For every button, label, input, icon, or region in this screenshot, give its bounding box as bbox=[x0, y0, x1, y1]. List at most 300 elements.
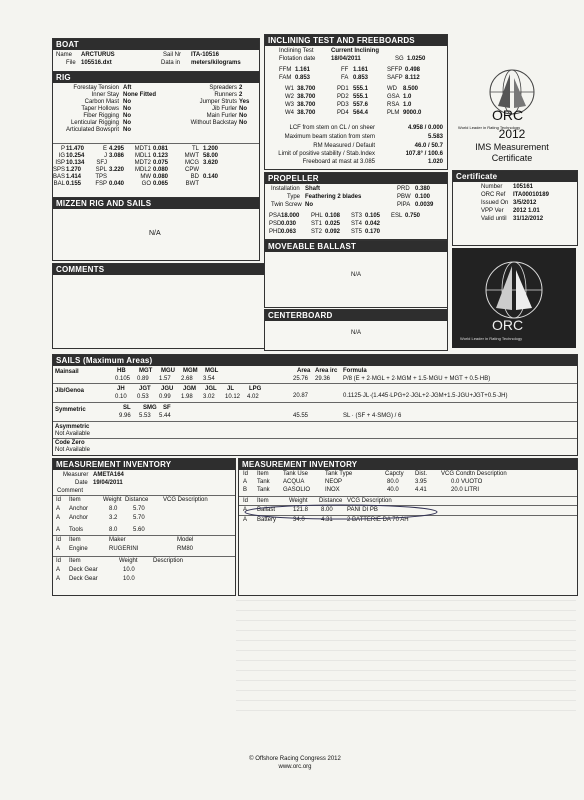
meas-left-col3: Description bbox=[153, 558, 184, 564]
rig-left-label: Articulated Bowsprit bbox=[65, 127, 119, 133]
prop-dim-label: ST5 bbox=[351, 229, 363, 235]
meas-left-dist: 5.70 bbox=[133, 515, 145, 521]
incl-value: 564.4 bbox=[353, 110, 369, 116]
meas-right-col2: Distance bbox=[319, 498, 343, 504]
prop-dim-value: 0.042 bbox=[365, 221, 381, 227]
meas-right-col: VCG Condtn Description bbox=[441, 471, 507, 477]
rig-dim-label: J bbox=[104, 153, 107, 159]
freeboard-label: Freeboard at mast at 3.085 bbox=[302, 159, 375, 165]
rig-left-value: No bbox=[123, 120, 131, 126]
prop-dim-label: ST1 bbox=[311, 221, 323, 227]
meas-right-item-cell: Ballast bbox=[257, 507, 276, 513]
rig-dim-label: SPS bbox=[53, 167, 66, 173]
jib-col-label: JGT bbox=[139, 386, 151, 392]
rig-dim-label: IG bbox=[58, 153, 65, 159]
ballast-highlight-oval bbox=[241, 503, 441, 523]
prop-value: 0.0039 bbox=[415, 202, 434, 208]
cert-vpp-label: VPP Ver bbox=[481, 208, 504, 214]
rig-dim-value: 10.134 bbox=[66, 160, 85, 166]
footer-copyright: © Offshore Racing Congress 2012 bbox=[249, 756, 341, 762]
meas-left-col3: Item bbox=[69, 558, 81, 564]
meas-left-id: A bbox=[56, 576, 61, 582]
boat-name: ARCTURUS bbox=[81, 52, 115, 58]
file-value: 105516.dxt bbox=[81, 60, 112, 66]
prop-dim-value: 0.092 bbox=[325, 229, 341, 235]
certificate-info bbox=[452, 170, 578, 246]
rig-left-value: No bbox=[123, 99, 131, 105]
data-in-label: Data in bbox=[161, 60, 181, 66]
meas-left-col: Weight bbox=[103, 497, 122, 503]
rig-dim-value: 0.155 bbox=[66, 181, 82, 187]
rig-left-label: Taper Hollows bbox=[81, 106, 119, 112]
meas-right-col: Tank Type bbox=[325, 471, 353, 477]
rig-dim-label: MDL2 bbox=[134, 167, 151, 173]
installation-label: Installation bbox=[271, 186, 300, 192]
rig-dim-value: 4.295 bbox=[109, 146, 125, 152]
rig-dim-value: 11.470 bbox=[66, 146, 85, 152]
meas-left-item: Engine bbox=[69, 546, 88, 552]
sym-col-label: SF bbox=[163, 405, 171, 411]
jib-label: Jib/Genoa bbox=[55, 388, 85, 394]
sym-col-value: 5.53 bbox=[139, 413, 151, 419]
meas-right-item-cell: 4.31 bbox=[321, 517, 333, 523]
meas-left-col2: Item bbox=[69, 537, 81, 543]
rig-right-value: No bbox=[239, 106, 247, 112]
meas-right-item-cell: PANI DI PB bbox=[347, 507, 378, 513]
code-zero-value: Not Available bbox=[55, 447, 90, 453]
rig-dim-value: 0.123 bbox=[153, 153, 169, 159]
prop-dim-label: ESL bbox=[391, 213, 403, 219]
meas-right-item-cell: A bbox=[243, 507, 248, 513]
meas-left-col3: Weight bbox=[119, 558, 138, 564]
prop-dim-label: PSA bbox=[269, 213, 282, 219]
rig-right-value: 2 bbox=[239, 85, 243, 91]
mizzen-value: N/A bbox=[149, 230, 161, 237]
cert-valid: 31/12/2012 bbox=[513, 216, 544, 222]
meas-left-dist: 5.70 bbox=[133, 506, 145, 512]
mainsail-col-value: 1.57 bbox=[159, 376, 171, 382]
incl-value: 0.853 bbox=[295, 75, 311, 81]
incl-label: FA bbox=[341, 75, 349, 81]
certificate-title-2: Certificate bbox=[491, 153, 533, 163]
rig-left-label: Fiber Rigging bbox=[83, 113, 119, 119]
jib-col-label: JGM bbox=[183, 386, 197, 392]
rig-dim-value: 10.254 bbox=[66, 153, 85, 159]
meas-left-dist: 5.60 bbox=[133, 527, 145, 533]
incl-label: W3 bbox=[285, 102, 294, 108]
sym-col-value: 5.44 bbox=[159, 413, 171, 419]
measurer-value: AMETA164 bbox=[93, 472, 124, 478]
incl-label: RSA bbox=[387, 102, 400, 108]
meas-right-tank-cell: NEOP bbox=[325, 479, 343, 485]
prop-dim-label: ST3 bbox=[351, 213, 363, 219]
meas-left-divider bbox=[53, 556, 235, 557]
certificate-header: Certificate bbox=[453, 171, 577, 182]
mizzen-header: MIZZEN RIG AND SAILS bbox=[53, 198, 259, 209]
lcf-label: LCF from stem on CL / on sheer bbox=[289, 125, 375, 131]
incl-value: 557.6 bbox=[353, 102, 369, 108]
meas-left-col: VCG Description bbox=[163, 497, 208, 503]
rig-section bbox=[52, 71, 260, 199]
jib-col-value: 1.98 bbox=[181, 394, 193, 400]
prop-dim-value: 0.750 bbox=[405, 213, 421, 219]
prop-dim-value: 18.000 bbox=[281, 213, 300, 219]
rig-dim-label: BAL bbox=[53, 181, 65, 187]
meas-right-tank-cell: 20.0 LITRI bbox=[451, 487, 480, 493]
sym-col-label: SL bbox=[123, 405, 131, 411]
incl-value: 38.700 bbox=[297, 110, 316, 116]
jib-col-value: 10.12 bbox=[225, 394, 241, 400]
rig-dim-label: SPL bbox=[95, 167, 107, 173]
rig-right-label: Spreaders bbox=[209, 85, 237, 91]
meas-right-col2: Id bbox=[243, 498, 249, 504]
rig-left-value: None Fitted bbox=[123, 92, 156, 98]
incl-label: FAM bbox=[279, 75, 292, 81]
jib-col-value: 0.99 bbox=[159, 394, 171, 400]
inclining-header: INCLINING TEST AND FREEBOARDS bbox=[265, 35, 447, 46]
jib-col-value: 0.10 bbox=[115, 394, 127, 400]
incl-value: 38.700 bbox=[297, 86, 316, 92]
incl-value: 0.853 bbox=[353, 75, 369, 81]
sail-nr: ITA-10516 bbox=[191, 52, 219, 58]
meas-left-model: RM80 bbox=[177, 546, 194, 552]
meas-date: 19/04/2011 bbox=[93, 480, 123, 486]
inclining-section bbox=[264, 34, 448, 170]
centerboard-section bbox=[264, 309, 448, 351]
sg-label: SG bbox=[395, 56, 404, 62]
rig-dim-value: 1.270 bbox=[66, 167, 82, 173]
page-blank-area bbox=[236, 600, 576, 720]
mainsail-col-label: HB bbox=[117, 368, 126, 374]
rig-dim-label: TL bbox=[191, 146, 199, 152]
orc-large-tagline: World Leader in Rating Technology bbox=[460, 336, 523, 341]
inclining-test: Current Inclining bbox=[331, 48, 379, 54]
sym-area: 45.55 bbox=[293, 413, 309, 419]
incl-value: 1.0 bbox=[403, 102, 412, 108]
meas-date-label: Date bbox=[75, 480, 88, 486]
prop-label: PIPA bbox=[397, 202, 411, 208]
incl-value: 555.1 bbox=[353, 94, 369, 100]
footer-url: www.orc.org bbox=[278, 764, 312, 770]
jib-col-label: JH bbox=[117, 386, 125, 392]
rig-dim-value: 3.220 bbox=[109, 167, 125, 173]
file-label: File bbox=[66, 60, 76, 66]
incl-label: PD1 bbox=[337, 86, 349, 92]
meas-left-col3: Id bbox=[56, 558, 62, 564]
mainsail-area: 25.76 bbox=[293, 376, 309, 382]
prop-dim-label: ST4 bbox=[351, 221, 363, 227]
asymmetric-label: Asymmetric bbox=[55, 424, 90, 430]
meas-left-weight: 3.2 bbox=[109, 515, 118, 521]
sail-nr-label: Sail Nr bbox=[163, 52, 182, 58]
meas-right-tank-cell: INOX bbox=[325, 487, 340, 493]
flotation-date: 18/04/2011 bbox=[331, 56, 361, 62]
rig-right-label: Jumper Struts bbox=[199, 99, 237, 105]
prop-dim-value: 0.108 bbox=[325, 213, 341, 219]
rig-dim-label: ISP bbox=[55, 160, 65, 166]
meas-left-maker: RUGERINI bbox=[109, 546, 139, 552]
meas-left-col2: Id bbox=[56, 537, 62, 543]
meas-right-col2: VCG Description bbox=[347, 498, 392, 504]
rig-header: RIG bbox=[53, 72, 259, 83]
beam-label: Maximum beam station from stem bbox=[284, 134, 375, 140]
incl-label: W1 bbox=[285, 86, 294, 92]
prop-dim-label: PSD bbox=[269, 221, 282, 227]
rig-right-value: No bbox=[239, 120, 247, 126]
measurement-inventory-left bbox=[52, 458, 236, 596]
orc-logo-text: ORC bbox=[492, 107, 524, 123]
lps-label: Limit of positive stability / Stab.Index bbox=[278, 151, 375, 157]
meas-right-tank-cell: Tank bbox=[257, 487, 270, 493]
prop-label: PBW bbox=[397, 194, 411, 200]
rig-dim-label: FSP bbox=[95, 181, 107, 187]
rig-right-value: No bbox=[239, 113, 247, 119]
orc-sail-globe-icon bbox=[452, 248, 576, 348]
meas-right-col: Capcty bbox=[385, 471, 404, 477]
meas-right-tank-cell: B bbox=[243, 487, 248, 493]
sails-row-divider bbox=[53, 421, 577, 422]
prop-value: 0.380 bbox=[415, 186, 431, 192]
cert-number-label: Number bbox=[481, 184, 503, 190]
cert-issued: 3/5/2012 bbox=[513, 200, 537, 206]
prop-dim-value: 0.030 bbox=[281, 221, 297, 227]
rig-dim-value: 0.075 bbox=[153, 160, 169, 166]
meas-left-id: A bbox=[56, 546, 61, 552]
rm-value: 46.0 / 50.7 bbox=[414, 143, 443, 149]
meas-left-item: Anchor bbox=[69, 515, 89, 521]
rig-left-value: No bbox=[123, 113, 131, 119]
incl-label: SAFP bbox=[387, 75, 403, 81]
rig-right-label: Runners bbox=[214, 92, 237, 98]
lcf-value: 4.958 / 0.000 bbox=[407, 125, 443, 131]
mainsail-col-label: MGU bbox=[161, 368, 175, 374]
meas-left-id: A bbox=[56, 527, 61, 533]
prop-value: 0.100 bbox=[415, 194, 431, 200]
rig-dim-value: 58.00 bbox=[203, 153, 219, 159]
twin-screw-label: Twin Screw bbox=[271, 202, 302, 208]
meas-right-col: Item bbox=[257, 471, 269, 477]
moveable-ballast-section bbox=[264, 240, 448, 308]
meas-right-tank-cell: ACQUA bbox=[283, 479, 305, 485]
incl-label: GSA bbox=[387, 94, 400, 100]
meas-right-tank-cell: 3.95 bbox=[415, 479, 427, 485]
incl-label: W4 bbox=[285, 110, 294, 116]
mainsail-col-label: MGM bbox=[183, 368, 198, 374]
meas-left-item: Deck Gear bbox=[69, 567, 98, 573]
rig-dim-value: 0.040 bbox=[109, 181, 125, 187]
rig-dim-label: BAS bbox=[53, 174, 66, 180]
rig-left-label: Lenticular Rigging bbox=[70, 120, 119, 126]
incl-label: PD4 bbox=[337, 110, 349, 116]
jib-formula: 0.1125·JL·(1.445·LPG+2·JGL+2·JGM+1.5·JGU+JGT+0.5·JH) bbox=[343, 393, 508, 399]
measurer-label: Measurer bbox=[63, 472, 89, 478]
meas-right-item-cell: 8.00 bbox=[321, 507, 333, 513]
prop-dim-value: 0.105 bbox=[365, 213, 381, 219]
rig-left-label: Carbon Mast bbox=[84, 99, 119, 105]
meas-right-tank-cell: GASOLIO bbox=[283, 487, 311, 493]
mainsail-col-value: 3.54 bbox=[203, 376, 215, 382]
incl-label: WD bbox=[387, 86, 397, 92]
area-irc-label: Area irc bbox=[315, 368, 338, 374]
area-label: Area bbox=[297, 368, 311, 374]
meas-right-tank-cell: 4.41 bbox=[415, 487, 427, 493]
meas-right-col2: Weight bbox=[289, 498, 308, 504]
rig-dim-value: 3.620 bbox=[203, 160, 219, 166]
mainsail-col-value: 0.89 bbox=[137, 376, 149, 382]
asymmetric-value: Not Available bbox=[55, 431, 90, 437]
certificate-year: 2012 bbox=[498, 127, 526, 141]
meas-left-col: Item bbox=[69, 497, 81, 503]
jib-col-value: 4.02 bbox=[247, 394, 259, 400]
rig-left-value: No bbox=[123, 127, 131, 133]
meas-right-item-cell: A bbox=[243, 517, 248, 523]
incl-value: 38.700 bbox=[297, 102, 316, 108]
jib-col-label: LPG bbox=[249, 386, 262, 392]
rig-left-label: Inner Stay bbox=[91, 92, 119, 98]
sym-col-value: 9.96 bbox=[119, 413, 131, 419]
mainsail-col-value: 0.105 bbox=[115, 376, 131, 382]
meas-right-tank-cell: A bbox=[243, 479, 248, 485]
meas-right-tank-cell: 80.0 bbox=[387, 479, 399, 485]
symmetric-label: Symmetric bbox=[55, 407, 86, 413]
twin-screw-value: No bbox=[305, 202, 313, 208]
meas-right-col: Id bbox=[243, 471, 249, 477]
mainsail-label: Mainsail bbox=[55, 369, 79, 375]
jib-col-label: JGL bbox=[205, 386, 217, 392]
measurement-inventory-right bbox=[238, 458, 578, 596]
meas-right-col: Dist. bbox=[415, 471, 427, 477]
meas-left-col2: Maker bbox=[109, 537, 126, 543]
meas-right-item-cell: 34.0 bbox=[293, 517, 305, 523]
centerboard-value: N/A bbox=[351, 330, 362, 336]
sg-value: 1.0250 bbox=[407, 56, 426, 62]
meas-right-divider bbox=[239, 496, 577, 497]
inclining-test-label: Inclining Test bbox=[279, 48, 314, 54]
incl-value: 38.700 bbox=[297, 94, 316, 100]
rig-dim-value: 0.080 bbox=[153, 174, 169, 180]
incl-value: 9000.0 bbox=[403, 110, 422, 116]
rig-dim-label: MDT1 bbox=[134, 146, 151, 152]
cert-ref: ITA00010189 bbox=[513, 192, 549, 198]
code-zero-label: Code Zero bbox=[55, 440, 85, 446]
meas-right-item-cell: 2 BATTERIE DA 70 AH bbox=[347, 517, 409, 523]
sails-row-divider bbox=[53, 402, 577, 403]
rig-dim-label: SFJ bbox=[96, 160, 107, 166]
prop-type-value: Feathering 2 blades bbox=[305, 194, 362, 200]
rig-dim-value: 3.086 bbox=[109, 153, 125, 159]
rig-left-label: Forestay Tension bbox=[73, 85, 119, 91]
freeboard-value: 1.020 bbox=[427, 159, 443, 165]
sym-formula: SL · (SF + 4·SMG) / 6 bbox=[343, 413, 402, 419]
mainsail-col-label: MGL bbox=[205, 368, 219, 374]
meas-left-weight: 10.0 bbox=[123, 567, 135, 573]
incl-value: 555.1 bbox=[353, 86, 369, 92]
incl-label: FFM bbox=[279, 67, 292, 73]
rig-dim-value: 1.414 bbox=[66, 174, 82, 180]
incl-label: PD2 bbox=[337, 94, 349, 100]
data-in-value: meters/kilograms bbox=[191, 60, 241, 66]
meas-right-item-cell: 121.8 bbox=[293, 507, 309, 513]
sym-col-label: SMG bbox=[143, 405, 157, 411]
meas-left-col: Id bbox=[56, 497, 62, 503]
meas-left-item: Deck Gear bbox=[69, 576, 98, 582]
prop-dim-value: 0.025 bbox=[325, 221, 341, 227]
meas-left-id: A bbox=[56, 506, 61, 512]
rig-dim-label: MWT bbox=[184, 153, 199, 159]
sails-row-divider bbox=[53, 438, 577, 439]
incl-label: FF bbox=[341, 67, 349, 73]
meas-right-tank-cell: 0.0 VUOTO bbox=[451, 479, 483, 485]
incl-value: 1.161 bbox=[295, 67, 311, 73]
meas-left-col: Distance bbox=[125, 497, 149, 503]
rig-right-label: Without Backstay bbox=[190, 120, 237, 126]
incl-label: W2 bbox=[285, 94, 294, 100]
rig-dim-value: 1.200 bbox=[203, 146, 219, 152]
meas-left-weight: 8.0 bbox=[109, 506, 118, 512]
meas-comment-label: Comment bbox=[57, 488, 84, 494]
incl-value: 1.0 bbox=[403, 94, 412, 100]
meas-left-divider bbox=[53, 535, 235, 536]
rig-divider bbox=[53, 143, 259, 144]
rig-left-value: Aft bbox=[123, 85, 132, 91]
jib-col-label: JGU bbox=[161, 386, 174, 392]
orc-tagline: World Leader in Rating Technology bbox=[458, 125, 521, 130]
incl-label: SFFP bbox=[387, 67, 403, 73]
prop-dim-label: ST2 bbox=[311, 229, 323, 235]
beam-value: 5.583 bbox=[427, 134, 443, 140]
meas-left-header: MEASUREMENT INVENTORY bbox=[53, 459, 235, 470]
orc-large-logo bbox=[452, 248, 576, 348]
jib-area: 20.87 bbox=[293, 393, 309, 399]
meas-right-col2: Item bbox=[257, 498, 269, 504]
prop-dim-value: 0.063 bbox=[281, 229, 297, 235]
prop-dim-label: PHL bbox=[311, 213, 323, 219]
rig-right-value: Yes bbox=[239, 99, 250, 105]
prop-type-label: Type bbox=[287, 194, 301, 200]
mainsail-area-irc: 29.36 bbox=[315, 376, 331, 382]
mainsail-formula: P/8 (E + 2·MGL + 2·MGM + 1.5·MGU + MGT + 0.5·HB) bbox=[343, 376, 491, 382]
rig-dim-label: MDL1 bbox=[134, 153, 151, 159]
jib-col-label: JL bbox=[227, 386, 235, 392]
rig-right-value: 2 bbox=[239, 92, 243, 98]
meas-left-id: A bbox=[56, 567, 61, 573]
moveable-ballast-value: N/A bbox=[351, 272, 362, 278]
prop-dim-label: PHD bbox=[269, 229, 282, 235]
rig-dim-value: 0.081 bbox=[153, 146, 169, 152]
cert-number: 105161 bbox=[513, 184, 534, 190]
centerboard-header: CENTERBOARD bbox=[265, 310, 447, 321]
rig-right-label: Main Furler bbox=[206, 113, 237, 119]
rig-dim-label: P bbox=[60, 146, 65, 152]
certificate-title-1: IMS Measurement bbox=[475, 142, 549, 152]
incl-value: 0.498 bbox=[405, 67, 421, 73]
boat-header: BOAT bbox=[53, 39, 259, 50]
rig-dim-label: MDT2 bbox=[134, 160, 151, 166]
cert-ref-label: ORC Ref bbox=[481, 192, 506, 198]
incl-value: 8.112 bbox=[405, 75, 420, 81]
rig-right-label: Jib Furler bbox=[211, 106, 237, 112]
comments-header: COMMENTS bbox=[53, 264, 447, 275]
mainsail-col-value: 2.68 bbox=[181, 376, 193, 382]
rig-dim-label: MW bbox=[140, 174, 151, 180]
rig-dim-label: BWT bbox=[185, 181, 199, 187]
prop-label: PRD bbox=[397, 186, 410, 192]
rig-dim-value: 0.065 bbox=[153, 181, 169, 187]
meas-right-item-cell: Battery bbox=[257, 517, 277, 523]
moveable-ballast-header: MOVEABLE BALLAST bbox=[265, 241, 447, 252]
meas-right-tank-cell: Tank bbox=[257, 479, 270, 485]
cert-valid-label: Valid until bbox=[481, 216, 507, 222]
